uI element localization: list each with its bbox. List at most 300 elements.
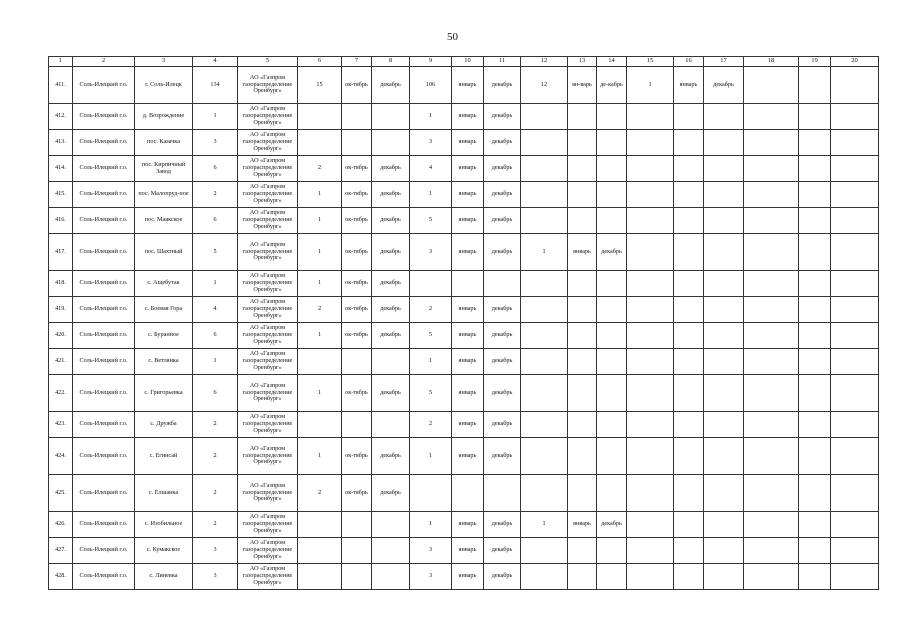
table-cell: 1	[298, 182, 342, 208]
table-cell	[744, 297, 799, 323]
table-cell: январь	[674, 67, 704, 104]
table-cell: 2	[298, 156, 342, 182]
table-row	[49, 234, 879, 271]
table-cell	[744, 208, 799, 234]
column-header: 1	[49, 57, 73, 67]
column-header: 4	[193, 57, 238, 67]
table-row	[49, 349, 879, 375]
table-cell: ок-тябрь	[342, 234, 372, 271]
table-cell: декабрь	[484, 412, 521, 438]
table-cell	[744, 438, 799, 475]
table-cell: 418.	[49, 271, 73, 297]
table-cell	[298, 512, 342, 538]
table-cell	[674, 412, 704, 438]
table-cell: 6	[193, 375, 238, 412]
table-cell	[831, 234, 879, 271]
table-cell: 1	[298, 234, 342, 271]
table-cell: Соль-Илецкий г.о.	[73, 271, 135, 297]
table-cell: 1	[298, 323, 342, 349]
table-cell: Соль-Илецкий г.о.	[73, 182, 135, 208]
table-cell: с. Григорьевка	[135, 375, 193, 412]
table-cell	[744, 323, 799, 349]
table-cell	[372, 104, 410, 130]
table-cell: 412.	[49, 104, 73, 130]
table-cell: 134	[193, 67, 238, 104]
table-cell: ок-тябрь	[342, 475, 372, 512]
table-cell: 5	[410, 323, 452, 349]
table-cell: 1	[410, 104, 452, 130]
table-cell	[831, 512, 879, 538]
table-body	[49, 67, 879, 590]
table-cell	[521, 375, 568, 412]
table-cell	[831, 538, 879, 564]
table-cell: Соль-Илецкий г.о.	[73, 564, 135, 590]
table-cell: Соль-Илецкий г.о.	[73, 538, 135, 564]
table-cell	[799, 208, 831, 234]
table-cell	[704, 512, 744, 538]
column-header: 8	[372, 57, 410, 67]
table-cell: с. Елшанка	[135, 475, 193, 512]
table-cell: АО «Газпром газораспределение Оренбург»	[238, 412, 298, 438]
table-cell	[744, 67, 799, 104]
table-cell: 6	[193, 156, 238, 182]
table-cell	[674, 130, 704, 156]
table-cell: 2	[298, 475, 342, 512]
table-cell: 1	[298, 208, 342, 234]
table-cell	[831, 156, 879, 182]
table-cell: 2	[193, 412, 238, 438]
table-cell: пос. Маякское	[135, 208, 193, 234]
table-cell: Соль-Илецкий г.о.	[73, 234, 135, 271]
table-cell: декабрь	[372, 182, 410, 208]
table-cell: де-кабрь	[597, 67, 627, 104]
table-cell	[831, 564, 879, 590]
table-cell: АО «Газпром газораспределение Оренбург»	[238, 104, 298, 130]
table-cell	[568, 130, 597, 156]
header-row	[49, 57, 879, 67]
table-cell	[744, 271, 799, 297]
table-cell	[568, 297, 597, 323]
table-cell	[704, 156, 744, 182]
table-cell: 1	[193, 349, 238, 375]
table-cell: декабрь	[484, 375, 521, 412]
table-cell	[410, 475, 452, 512]
table-cell	[799, 182, 831, 208]
table-cell: 1	[193, 104, 238, 130]
table-cell	[342, 104, 372, 130]
table-cell	[799, 412, 831, 438]
table-cell: Соль-Илецкий г.о.	[73, 512, 135, 538]
table-cell: декабрь	[372, 323, 410, 349]
table-cell: 2	[193, 475, 238, 512]
table-cell	[568, 156, 597, 182]
table-cell	[298, 104, 342, 130]
table-cell	[568, 438, 597, 475]
column-header: 10	[452, 57, 484, 67]
table-row	[49, 538, 879, 564]
table-row	[49, 67, 879, 104]
table-cell: АО «Газпром газораспределение Оренбург»	[238, 323, 298, 349]
table-cell: Соль-Илецкий г.о.	[73, 67, 135, 104]
table-cell	[744, 130, 799, 156]
table-cell	[627, 349, 674, 375]
table-cell: пос. Шахтный	[135, 234, 193, 271]
table-cell	[627, 375, 674, 412]
table-cell: Соль-Илецкий г.о.	[73, 297, 135, 323]
table-cell: 3	[410, 564, 452, 590]
table-cell: 1	[298, 375, 342, 412]
table-cell	[674, 349, 704, 375]
table-cell: декабрь	[597, 512, 627, 538]
table-cell	[568, 323, 597, 349]
table-cell	[704, 475, 744, 512]
table-cell	[744, 538, 799, 564]
table-cell	[597, 182, 627, 208]
table-cell	[372, 130, 410, 156]
table-cell	[831, 297, 879, 323]
table-cell: Соль-Илецкий г.о.	[73, 412, 135, 438]
table-cell: 2	[193, 438, 238, 475]
table-cell: декабрь	[372, 438, 410, 475]
table-cell: АО «Газпром газораспределение Оренбург»	[238, 475, 298, 512]
table-cell: АО «Газпром газораспределение Оренбург»	[238, 67, 298, 104]
table-cell	[831, 375, 879, 412]
table-cell	[799, 297, 831, 323]
table-cell: декабрь	[372, 271, 410, 297]
table-cell: 1	[410, 512, 452, 538]
table-cell	[597, 323, 627, 349]
table-cell: 419.	[49, 297, 73, 323]
table-cell	[597, 130, 627, 156]
table-cell: ок-тябрь	[342, 297, 372, 323]
table-cell: декабрь	[372, 297, 410, 323]
table-cell	[831, 130, 879, 156]
table-cell	[597, 375, 627, 412]
table-cell	[674, 234, 704, 271]
table-cell	[744, 475, 799, 512]
table-cell	[597, 475, 627, 512]
table-cell	[627, 475, 674, 512]
table-row	[49, 564, 879, 590]
table-cell	[704, 182, 744, 208]
table-cell: январь	[452, 182, 484, 208]
table-cell: 428.	[49, 564, 73, 590]
table-cell	[831, 208, 879, 234]
table-cell: декабрь	[484, 130, 521, 156]
table-cell	[372, 512, 410, 538]
table-cell	[597, 349, 627, 375]
table-cell: ок-тябрь	[342, 438, 372, 475]
table-cell: декабрь	[372, 156, 410, 182]
table-cell	[744, 412, 799, 438]
table-cell	[831, 349, 879, 375]
table-cell	[521, 208, 568, 234]
table-cell: с. Дружба	[135, 412, 193, 438]
table-cell	[521, 156, 568, 182]
table-cell: АО «Газпром газораспределение Оренбург»	[238, 234, 298, 271]
table-cell: АО «Газпром газораспределение Оренбург»	[238, 564, 298, 590]
table-cell: с. Изобильное	[135, 512, 193, 538]
table-cell	[674, 512, 704, 538]
table-cell	[568, 375, 597, 412]
table-cell	[298, 130, 342, 156]
table-cell	[627, 271, 674, 297]
table-cell	[521, 104, 568, 130]
table-cell	[484, 475, 521, 512]
table-cell	[521, 564, 568, 590]
table-cell	[627, 182, 674, 208]
column-header: 19	[799, 57, 831, 67]
table-cell: декабрь	[484, 323, 521, 349]
table-cell: пос. Казачка	[135, 130, 193, 156]
table-cell: пос. Кирпичный Завод	[135, 156, 193, 182]
table-cell: 3	[193, 564, 238, 590]
table-cell	[674, 564, 704, 590]
table-cell: 425.	[49, 475, 73, 512]
table-cell	[568, 564, 597, 590]
table-cell	[372, 538, 410, 564]
table-cell	[342, 130, 372, 156]
table-cell	[597, 104, 627, 130]
table-cell: январь	[452, 234, 484, 271]
table-row	[49, 323, 879, 349]
table-cell	[704, 564, 744, 590]
table-cell: АО «Газпром газораспределение Оренбург»	[238, 438, 298, 475]
table-cell	[627, 297, 674, 323]
table-cell: 106	[410, 67, 452, 104]
table-cell: ян-варь	[568, 67, 597, 104]
column-header: 20	[831, 57, 879, 67]
table-cell	[410, 271, 452, 297]
table-cell: январь	[452, 538, 484, 564]
table-cell: декабрь	[484, 538, 521, 564]
table-cell: Соль-Илецкий г.о.	[73, 323, 135, 349]
table-cell: 420.	[49, 323, 73, 349]
table-cell	[704, 323, 744, 349]
table-cell	[674, 375, 704, 412]
table-cell: 423.	[49, 412, 73, 438]
table-cell: 422.	[49, 375, 73, 412]
table-cell: январь	[452, 104, 484, 130]
table-cell: январь	[452, 349, 484, 375]
table-cell	[799, 375, 831, 412]
table-cell	[799, 104, 831, 130]
table-row	[49, 104, 879, 130]
table-row	[49, 438, 879, 475]
table-cell: 6	[193, 208, 238, 234]
table-cell: январь	[452, 67, 484, 104]
table-cell: 3	[410, 234, 452, 271]
table-cell: Соль-Илецкий г.о.	[73, 438, 135, 475]
table-cell: Соль-Илецкий г.о.	[73, 349, 135, 375]
table-cell	[799, 271, 831, 297]
table-cell: декабрь	[597, 234, 627, 271]
table-cell: январь	[452, 130, 484, 156]
table-cell: 414.	[49, 156, 73, 182]
table-cell: 1	[521, 512, 568, 538]
table-cell	[568, 271, 597, 297]
column-header: 14	[597, 57, 627, 67]
table-cell: с. Ащебутак	[135, 271, 193, 297]
table-cell	[704, 297, 744, 323]
table-cell: декабрь	[484, 67, 521, 104]
table-cell: 424.	[49, 438, 73, 475]
table-cell	[674, 156, 704, 182]
table-cell: г. Соль-Илецк	[135, 67, 193, 104]
table-cell	[597, 412, 627, 438]
table-cell: ок-тябрь	[342, 323, 372, 349]
table-cell	[799, 156, 831, 182]
column-header: 7	[342, 57, 372, 67]
table-cell: Соль-Илецкий г.о.	[73, 208, 135, 234]
table-cell	[627, 156, 674, 182]
table-cell: декабрь	[484, 297, 521, 323]
table-cell	[744, 182, 799, 208]
table-cell	[744, 156, 799, 182]
table-cell	[674, 297, 704, 323]
table-cell: декабрь	[372, 475, 410, 512]
table-cell	[372, 564, 410, 590]
table-cell	[744, 564, 799, 590]
table-cell: 4	[410, 156, 452, 182]
table-cell	[521, 538, 568, 564]
column-header: 6	[298, 57, 342, 67]
column-header: 13	[568, 57, 597, 67]
table-cell: 3	[193, 538, 238, 564]
table-row	[49, 512, 879, 538]
table-cell	[704, 412, 744, 438]
table-cell	[627, 564, 674, 590]
table-cell: д. Возрождение	[135, 104, 193, 130]
table-cell: АО «Газпром газораспределение Оренбург»	[238, 182, 298, 208]
table-cell	[298, 564, 342, 590]
table-cell	[627, 438, 674, 475]
table-row	[49, 130, 879, 156]
table-cell: 4	[193, 297, 238, 323]
table-cell	[627, 130, 674, 156]
table-cell	[799, 475, 831, 512]
table-cell	[704, 208, 744, 234]
table-cell: декабрь	[484, 104, 521, 130]
table-cell	[799, 349, 831, 375]
table-cell: 2	[193, 512, 238, 538]
table-cell: 417.	[49, 234, 73, 271]
table-cell: с. Егинсай	[135, 438, 193, 475]
table-cell	[627, 538, 674, 564]
table-row	[49, 156, 879, 182]
table-cell: 1	[298, 271, 342, 297]
table-cell	[342, 538, 372, 564]
table-row	[49, 271, 879, 297]
column-header: 5	[238, 57, 298, 67]
table-cell	[831, 271, 879, 297]
table-cell	[704, 130, 744, 156]
table-cell: ок-тябрь	[342, 375, 372, 412]
table-cell	[342, 512, 372, 538]
table-cell: с. Линевка	[135, 564, 193, 590]
column-header: 16	[674, 57, 704, 67]
table-cell: Соль-Илецкий г.о.	[73, 156, 135, 182]
table-row	[49, 475, 879, 512]
table-cell: декабрь	[704, 67, 744, 104]
table-cell	[484, 271, 521, 297]
table-cell: декабрь	[372, 375, 410, 412]
table-cell	[704, 234, 744, 271]
table-cell	[627, 104, 674, 130]
table-cell: 3	[410, 130, 452, 156]
table-cell	[298, 349, 342, 375]
table-cell: АО «Газпром газораспределение Оренбург»	[238, 208, 298, 234]
table-cell	[674, 438, 704, 475]
table-cell: 3	[193, 130, 238, 156]
column-header: 3	[135, 57, 193, 67]
column-header: 18	[744, 57, 799, 67]
table-cell: ок-тябрь	[342, 67, 372, 104]
table-cell	[704, 271, 744, 297]
table-cell	[799, 67, 831, 104]
table-cell: 415.	[49, 182, 73, 208]
table-cell: с. Кумакское	[135, 538, 193, 564]
table-cell: декабрь	[484, 182, 521, 208]
table-cell: 426.	[49, 512, 73, 538]
table-cell: январь	[568, 234, 597, 271]
table-cell: Соль-Илецкий г.о.	[73, 130, 135, 156]
table-cell	[674, 538, 704, 564]
table-row	[49, 297, 879, 323]
table-cell	[298, 412, 342, 438]
table-cell	[568, 538, 597, 564]
table-cell	[521, 349, 568, 375]
table-cell	[831, 323, 879, 349]
column-header: 12	[521, 57, 568, 67]
table-cell: АО «Газпром газораспределение Оренбург»	[238, 375, 298, 412]
table-cell: декабрь	[484, 438, 521, 475]
table-cell: январь	[568, 512, 597, 538]
table-cell	[521, 182, 568, 208]
table-row	[49, 412, 879, 438]
table-cell	[452, 475, 484, 512]
table-cell	[521, 130, 568, 156]
table-cell: январь	[452, 412, 484, 438]
table-cell: 1	[410, 438, 452, 475]
table-cell	[627, 323, 674, 349]
column-header: 11	[484, 57, 521, 67]
table-cell	[597, 538, 627, 564]
table-cell: ок-тябрь	[342, 208, 372, 234]
column-header: 15	[627, 57, 674, 67]
table-cell	[597, 297, 627, 323]
table-cell: АО «Газпром газораспределение Оренбург»	[238, 271, 298, 297]
table-cell: январь	[452, 564, 484, 590]
table-cell	[298, 538, 342, 564]
table-cell: декабрь	[372, 234, 410, 271]
table-cell	[521, 323, 568, 349]
table-cell	[372, 412, 410, 438]
table-cell: январь	[452, 438, 484, 475]
table-cell: январь	[452, 156, 484, 182]
table-cell	[799, 438, 831, 475]
table-cell	[521, 475, 568, 512]
table-cell	[597, 438, 627, 475]
table-cell: декабрь	[372, 67, 410, 104]
table-cell: 12	[521, 67, 568, 104]
table-cell	[372, 349, 410, 375]
table-cell: 3	[410, 538, 452, 564]
column-header: 2	[73, 57, 135, 67]
table-cell	[521, 297, 568, 323]
table-cell: ок-тябрь	[342, 156, 372, 182]
table-cell: 15	[298, 67, 342, 104]
